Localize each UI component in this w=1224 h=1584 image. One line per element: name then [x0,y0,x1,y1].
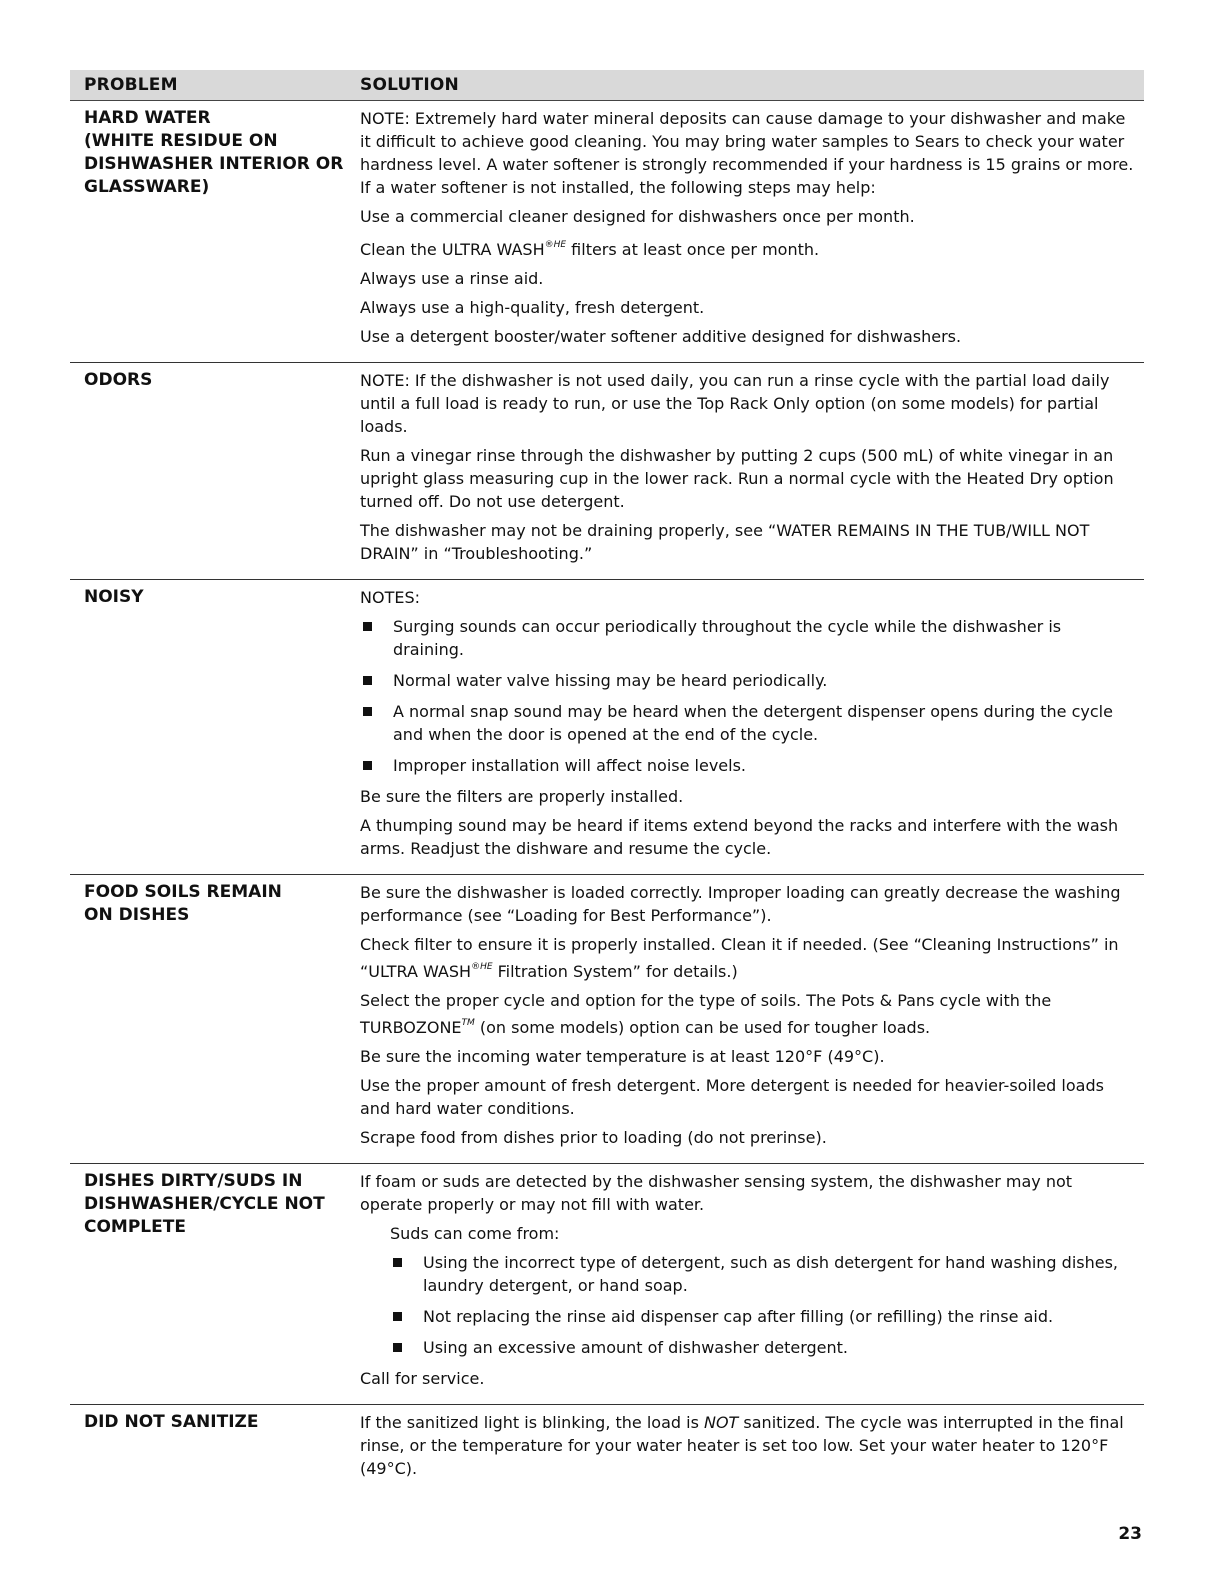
dishes-dirty-call: Call for service. [360,1369,485,1388]
text-segment: Filtration System” for details.) [492,962,738,981]
bullet-square-icon [363,622,372,631]
hard-water-step: Always use a high-quality, fresh detergent. [360,298,705,317]
noisy-notes-label: NOTES: [360,588,420,607]
food-soils-scrape: Scrape food from dishes prior to loading (do not prerinse). [360,1128,827,1147]
list-item [390,1251,1136,1297]
troubleshooting-table [70,70,1144,1494]
problem-food-soils: FOOD SOILS REMAIN ON DISHES [84,882,282,925]
table-row [70,1405,1144,1494]
bullet-text: Using the incorrect type of detergent, such as dish detergent for hand washing dishes, laundry detergent, or hand soap. [423,1253,1119,1295]
problem-noisy: NOISY [84,587,144,607]
hard-water-step: Always use a rinse aid. [360,269,544,288]
list-item [390,1336,1136,1359]
table-row [70,101,1144,363]
text-segment: If the sanitized light is blinking, the load is [360,1413,704,1432]
food-soils-cycle [360,989,1136,1039]
hard-water-step [360,234,1136,261]
list-item [360,669,1136,692]
solution-food-soils [360,881,1144,1155]
header-problem: PROBLEM [84,75,178,95]
food-soils-loading: Be sure the dishwasher is loaded correctly. Improper loading can greatly decrease the washing performance (see “Loading for Best Performance”). [360,883,1121,925]
noisy-thumping: A thumping sound may be heard if items extend beyond the racks and interfere with the wash arms. Readjust the dishware and resume the cycle. [360,816,1119,858]
trademark-mark: TM [461,1018,475,1028]
hard-water-step: Use a detergent booster/water softener additive designed for dishwashers. [360,327,962,346]
text-segment: filters at least once per month. [566,240,820,259]
odors-vinegar: Run a vinegar rinse through the dishwasher by putting 2 cups (500 mL) of white vinegar in an upright glass measuring cup in the lower rack. Run a normal cycle with the Heated Dry option turned off. Do not use detergent. [360,446,1114,511]
sanitize-text [360,1411,1136,1480]
solution-did-not-sanitize [360,1411,1144,1486]
text-segment: (on some models) option can be used for tougher loads. [474,1018,931,1037]
list-item [390,1305,1136,1328]
problem-dishes-dirty: DISHES DIRTY/SUDS IN DISHWASHER/CYCLE NOT COMPLETE [84,1171,325,1237]
list-item [360,700,1136,746]
bullet-text: Improper installation will affect noise levels. [393,756,747,775]
solution-hard-water [360,107,1144,354]
text-segment: Select the proper cycle and option for the type of soils. The Pots & Pans cycle with the TURBOZONE [360,991,1052,1037]
bullet-text: A normal snap sound may be heard when the detergent dispenser opens during the cycle and when the door is opened at the end of the cycle. [393,702,1113,744]
bullet-text: Normal water valve hissing may be heard periodically. [393,671,828,690]
food-soils-detergent: Use the proper amount of fresh detergent. More detergent is needed for heavier-soiled loads and hard water conditions. [360,1076,1104,1118]
text-segment: Clean the ULTRA WASH [360,240,545,259]
dishes-dirty-suds-from: Suds can come from: [390,1224,560,1243]
text-segment: Check filter to ensure it is properly installed. Clean it if needed. (See “Cleaning Instructions” in “ULTRA WASH [360,935,1119,981]
food-soils-filter [360,933,1136,983]
bullet-square-icon [393,1343,402,1352]
bullet-square-icon [363,707,372,716]
solution-noisy [360,586,1144,866]
solution-dishes-dirty [360,1170,1144,1396]
bullet-text: Not replacing the rinse aid dispenser cap after filling (or refilling) the rinse aid. [423,1307,1054,1326]
food-soils-temp: Be sure the incoming water temperature is at least 120°F (49°C). [360,1047,885,1066]
text-segment: sanitized. The cycle was interrupted in the final rinse, or the temperature for your water heater is set too low. Set your water heater to 120°F (49°C). [360,1413,1124,1478]
list-item [360,754,1136,777]
trademark-mark: ®HE [544,240,567,250]
solution-odors [360,369,1144,571]
page-number: 23 [1118,1524,1142,1544]
hard-water-note: NOTE: Extremely hard water mineral deposits can cause damage to your dishwasher and make it difficult to achieve good cleaning. You may bring water samples to Sears to check your water hardness level. A water softener is strongly recommended if your hardness is 15 grains or more. If a water softener is not installed, the following steps may help: [360,109,1134,197]
hard-water-step: Use a commercial cleaner designed for dishwashers once per month. [360,207,915,226]
noisy-filters: Be sure the filters are properly installed. [360,787,684,806]
table-row [70,875,1144,1164]
problem-did-not-sanitize: DID NOT SANITIZE [84,1412,259,1432]
bullet-square-icon [363,761,372,770]
odors-note: NOTE: If the dishwasher is not used daily, you can run a rinse cycle with the partial load daily until a full load is ready to run, or use the Top Rack Only option (on some models) for partial loads. [360,371,1110,436]
header-solution: SOLUTION [360,75,459,95]
dishes-dirty-foam: If foam or suds are detected by the dishwasher sensing system, the dishwasher may not operate properly or may not fill with water. [360,1172,1073,1214]
table-row [70,363,1144,580]
bullet-square-icon [393,1258,402,1267]
trademark-mark: ®HE [471,962,493,972]
problem-hard-water: HARD WATER (WHITE RESIDUE ON DISHWASHER INTERIOR OR GLASSWARE) [84,108,344,197]
table-row [70,1164,1144,1405]
problem-odors: ODORS [84,370,153,390]
list-item [360,615,1136,661]
emphasis-text: NOT [703,1413,739,1432]
bullet-text: Surging sounds can occur periodically throughout the cycle while the dishwasher is draining. [393,617,1062,659]
odors-drain: The dishwasher may not be draining properly, see “WATER REMAINS IN THE TUB/WILL NOT DRAIN” in “Troubleshooting.” [360,521,1090,563]
bullet-square-icon [393,1312,402,1321]
bullet-text: Using an excessive amount of dishwasher detergent. [423,1338,849,1357]
bullet-square-icon [363,676,372,685]
table-row [70,580,1144,875]
table-header [70,70,1144,101]
